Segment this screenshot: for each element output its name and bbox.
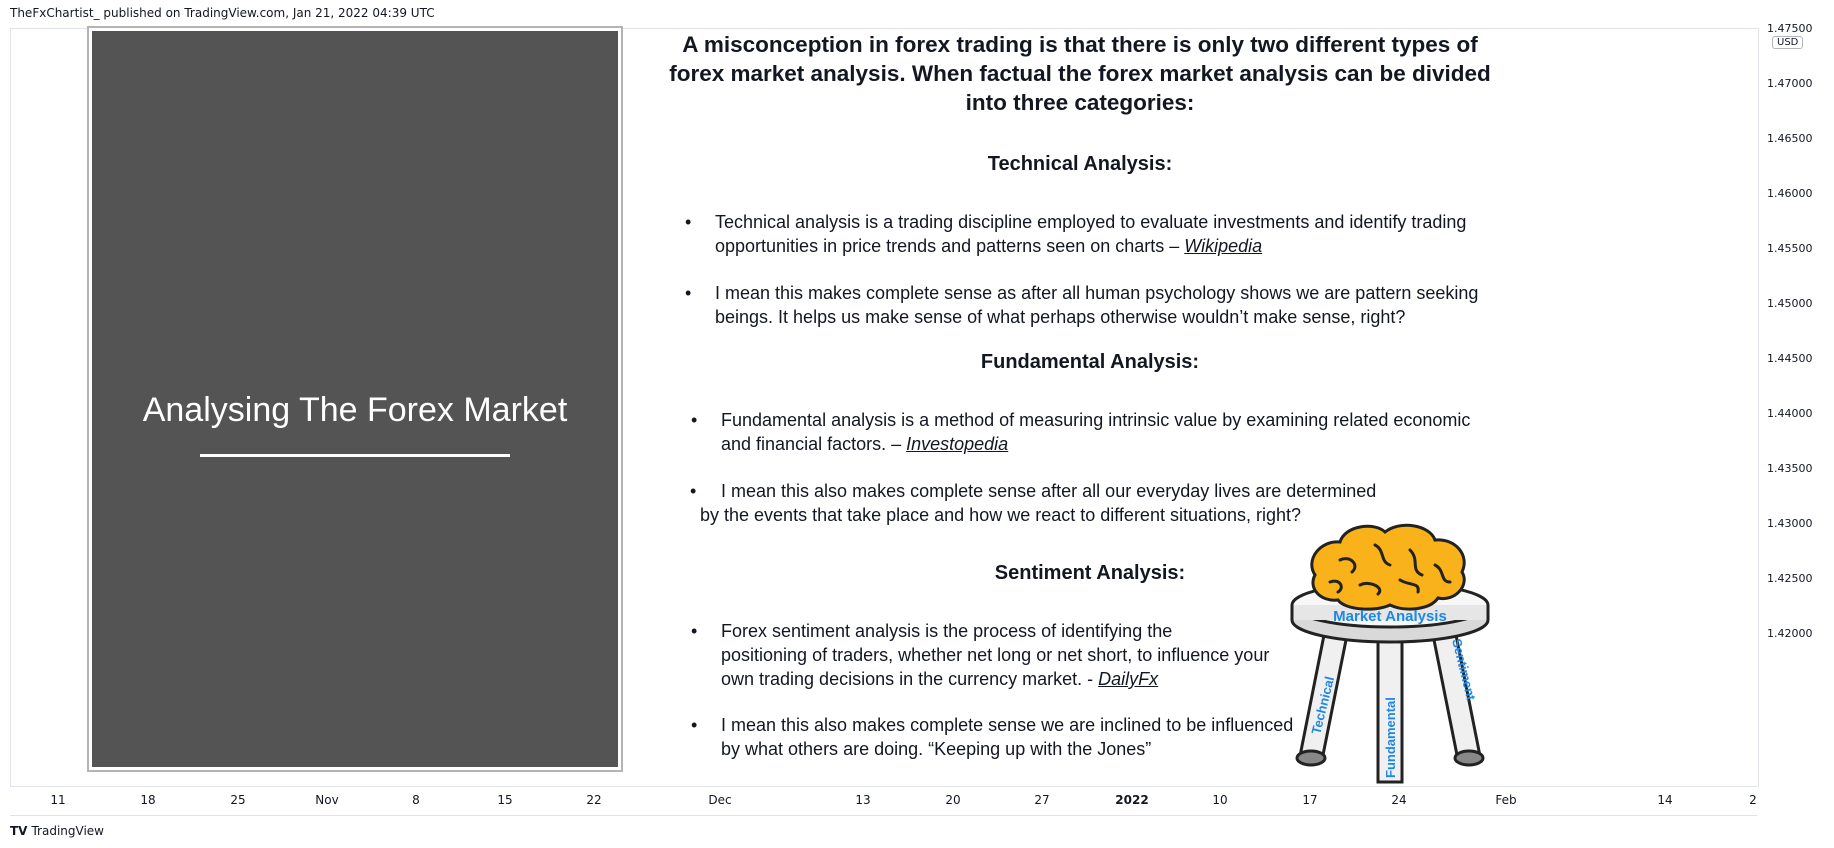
technical-heading: Technical Analysis: bbox=[987, 153, 1173, 175]
time-tick-label: 14 bbox=[1657, 793, 1673, 807]
time-tick-label: 20 bbox=[945, 793, 961, 807]
intro-text: A misconception in forex trading is that there is only two different types of forex market analysis. When factual the forex market analysis can be divided into three categories: bbox=[669, 32, 1491, 115]
time-tick-label: 8 bbox=[412, 793, 420, 807]
price-tick-label: 1.46000 bbox=[1767, 187, 1813, 200]
sentiment-bullet-2-line1: I mean this also makes complete sense we are inclined to be influenced bbox=[721, 715, 1294, 735]
fundamental-bullet-1-text: Fundamental analysis is a method of measuring intrinsic value by examining related economic and financial factors. – bbox=[721, 410, 1471, 454]
price-tick-label: 1.46500 bbox=[1767, 132, 1813, 145]
sentiment-bullet-1-line2: positioning of traders, whether net long or net short, to influence your bbox=[721, 645, 1270, 665]
time-tick-label: 27 bbox=[1034, 793, 1050, 807]
currency-badge: USD bbox=[1772, 36, 1803, 49]
bullet-icon: • bbox=[691, 410, 698, 430]
time-axis[interactable] bbox=[10, 786, 1757, 816]
time-tick-label: 13 bbox=[855, 793, 871, 807]
sentiment-heading: Sentiment Analysis: bbox=[994, 562, 1186, 584]
price-tick-label: 1.47500 bbox=[1767, 22, 1813, 35]
time-tick-label: 2022 bbox=[1115, 793, 1149, 807]
price-axis[interactable] bbox=[1757, 22, 1834, 786]
fundamental-bullet-2-line2: by the events that take place and how we react to different situations, right? bbox=[700, 505, 1302, 525]
time-tick-label: 18 bbox=[140, 793, 156, 807]
sentiment-bullet-1-line3: own trading decisions in the currency market. - bbox=[721, 669, 1099, 689]
footer-brand[interactable] bbox=[10, 824, 104, 838]
time-tick-label: 10 bbox=[1212, 793, 1228, 807]
sentiment-bullet-2-line2: by what others are doing. “Keeping up with the Jones” bbox=[721, 739, 1152, 759]
sentiment-bullet-2 bbox=[691, 713, 1321, 761]
leg-label-sentiment: Sentiment bbox=[1449, 637, 1479, 702]
fundamental-bullet-2-line1: I mean this also makes complete sense after all our everyday lives are determined bbox=[721, 481, 1377, 501]
time-tick-label: Dec bbox=[708, 793, 732, 807]
price-tick-label: 1.45500 bbox=[1767, 242, 1813, 255]
bullet-icon: • bbox=[691, 621, 698, 641]
price-tick-label: 1.44500 bbox=[1767, 352, 1813, 365]
seat-label: Market Analysis bbox=[1333, 608, 1447, 625]
tradingview-logo-icon: TV bbox=[10, 824, 28, 838]
time-tick-label: 2 bbox=[1749, 793, 1757, 807]
sentiment-bullet-1-line1: Forex sentiment analysis is the process of identifying the bbox=[721, 621, 1173, 641]
technical-bullet-2-text: I mean this makes complete sense as after all human psychology shows we are pattern seeking beings. It helps us make sense of what perhaps otherwise wouldn’t make sense, right? bbox=[715, 283, 1479, 327]
brain-icon bbox=[1312, 525, 1464, 609]
panel-title: Analysing The Forex Market bbox=[142, 391, 568, 429]
bullet-icon: • bbox=[685, 212, 692, 232]
fundamental-heading: Fundamental Analysis: bbox=[980, 351, 1200, 373]
sentiment-bullet-1 bbox=[691, 619, 1321, 691]
source-link-investopedia[interactable]: Investopedia bbox=[906, 434, 1009, 454]
time-tick-label: 11 bbox=[50, 793, 66, 807]
market-analysis-stool-illustration bbox=[1290, 520, 1490, 785]
technical-bullet-1-text: Technical analysis is a trading discipline employed to evaluate investments and identify trading opportunities in price trends and patterns seen on charts – bbox=[715, 212, 1467, 256]
time-tick-label: 25 bbox=[230, 793, 246, 807]
analysis-text bbox=[660, 28, 1500, 759]
price-tick-label: 1.45000 bbox=[1767, 297, 1813, 310]
price-tick-label: 1.43500 bbox=[1767, 462, 1813, 475]
price-tick-label: 1.42500 bbox=[1767, 572, 1813, 585]
brand-name: TradingView bbox=[31, 824, 104, 838]
leg-label-technical: Technical bbox=[1308, 674, 1338, 736]
source-link-wikipedia[interactable]: Wikipedia bbox=[1184, 236, 1263, 256]
time-tick-label: 24 bbox=[1391, 793, 1407, 807]
time-tick-label: 17 bbox=[1302, 793, 1318, 807]
price-tick-label: 1.47000 bbox=[1767, 77, 1813, 90]
time-tick-label: Feb bbox=[1495, 793, 1517, 807]
source-link-dailyfx[interactable]: DailyFx bbox=[1098, 669, 1159, 689]
bullet-icon: • bbox=[690, 481, 697, 501]
price-tick-label: 1.43000 bbox=[1767, 517, 1813, 530]
technical-bullet-1 bbox=[685, 210, 1495, 258]
bullet-icon: • bbox=[691, 715, 698, 735]
price-tick-label: 1.44000 bbox=[1767, 407, 1813, 420]
title-underline bbox=[200, 454, 510, 457]
time-tick-label: Nov bbox=[315, 793, 339, 807]
leg-label-fundamental: Fundamental bbox=[1383, 697, 1398, 778]
time-tick-label: 22 bbox=[586, 793, 602, 807]
title-panel bbox=[89, 28, 621, 770]
time-tick-label: 15 bbox=[497, 793, 513, 807]
publish-header: TheFxChartist_ published on TradingView.com, Jan 21, 2022 04:39 UTC bbox=[10, 6, 435, 20]
fundamental-bullet-1 bbox=[691, 408, 1501, 456]
bullet-icon: • bbox=[685, 283, 692, 303]
technical-bullet-2 bbox=[685, 281, 1505, 329]
price-tick-label: 1.42000 bbox=[1767, 627, 1813, 640]
